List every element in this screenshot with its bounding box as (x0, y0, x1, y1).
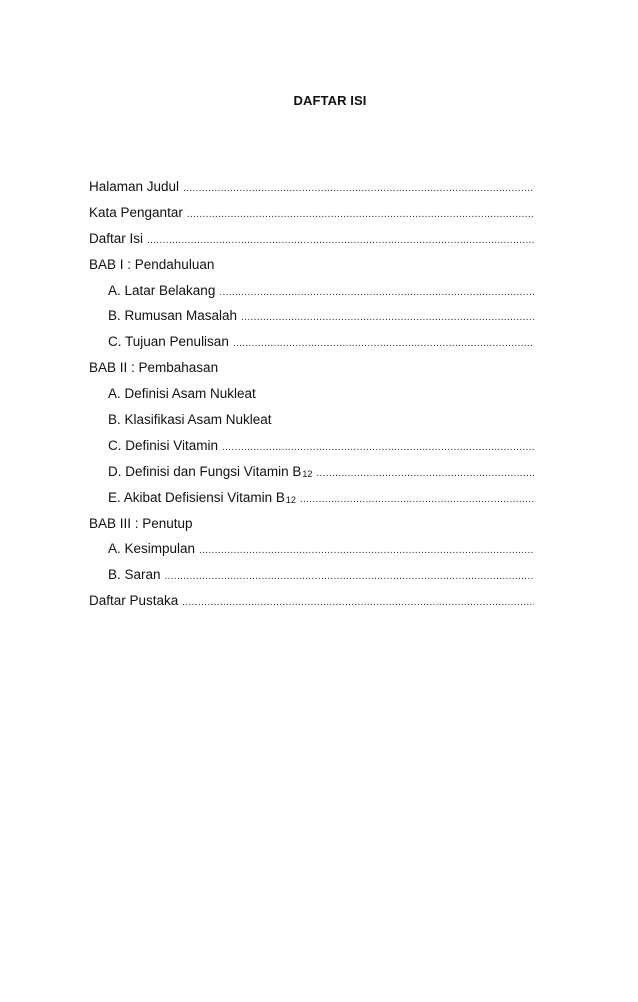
dot-leader (233, 333, 534, 355)
dot-leader (222, 437, 534, 459)
toc-subentry (89, 331, 534, 357)
dot-leader (147, 230, 534, 252)
toc-subentry (89, 461, 534, 487)
toc-entry-label: BAB III : Penutup (89, 515, 193, 531)
toc-entry-label: B. Klasifikasi Asam Nukleat (108, 412, 272, 428)
toc-entry-label: E. Akibat Defisiensi Vitamin $B_{12}$ (108, 489, 296, 505)
toc-entry-label: BAB I : Pendahuluan (89, 256, 215, 272)
toc-entry-label: A. Definisi Asam Nukleat (108, 386, 256, 402)
toc-entry-label: Halaman Judul (89, 179, 180, 194)
page-title: DAFTAR ISI (293, 93, 367, 108)
toc-entry (89, 176, 534, 202)
dot-leader (241, 307, 534, 329)
toc-entry (89, 202, 534, 228)
dot-leader (187, 204, 534, 226)
toc-subentry (89, 280, 534, 306)
toc-entry-label: C. Definisi Vitamin (108, 437, 219, 453)
toc-subentry (89, 435, 534, 461)
toc-subentry (89, 538, 534, 564)
toc-entry-label: B. Saran (108, 567, 161, 583)
toc-entry-label: D. Definisi dan Fungsi Vitamin $B_{12}$ (108, 463, 313, 479)
toc-entry-label: Kata Pengantar (89, 204, 183, 220)
toc-chapter-heading (89, 357, 534, 383)
toc-subentry (89, 305, 534, 331)
toc-entry-label: C. Tujuan Penulisan (108, 334, 229, 350)
toc-entry-label: A. Latar Belakang (108, 282, 216, 298)
dot-leader (219, 282, 534, 304)
toc-subentry (89, 383, 534, 409)
dot-leader (165, 566, 534, 588)
toc-chapter-heading (89, 254, 534, 280)
dot-leader (199, 540, 534, 562)
dot-leader (300, 489, 534, 511)
dot-leader (183, 178, 534, 200)
dot-leader (182, 592, 534, 614)
toc-entry-label: Daftar Isi (89, 230, 144, 246)
toc-subentry (89, 409, 534, 435)
dot-leader (316, 463, 534, 485)
toc-subentry (89, 564, 534, 590)
toc-entry (89, 228, 534, 254)
table-of-contents (89, 176, 534, 616)
toc-entry-label: Daftar Pustaka (89, 593, 179, 609)
toc-entry-label: B. Rumusan Masalah (108, 308, 238, 324)
toc-subentry (89, 487, 534, 513)
toc-chapter-heading (89, 513, 534, 539)
toc-entry (89, 590, 534, 616)
toc-entry-label: BAB II : Pembahasan (89, 360, 219, 376)
toc-entry-label: A. Kesimpulan (108, 541, 196, 557)
